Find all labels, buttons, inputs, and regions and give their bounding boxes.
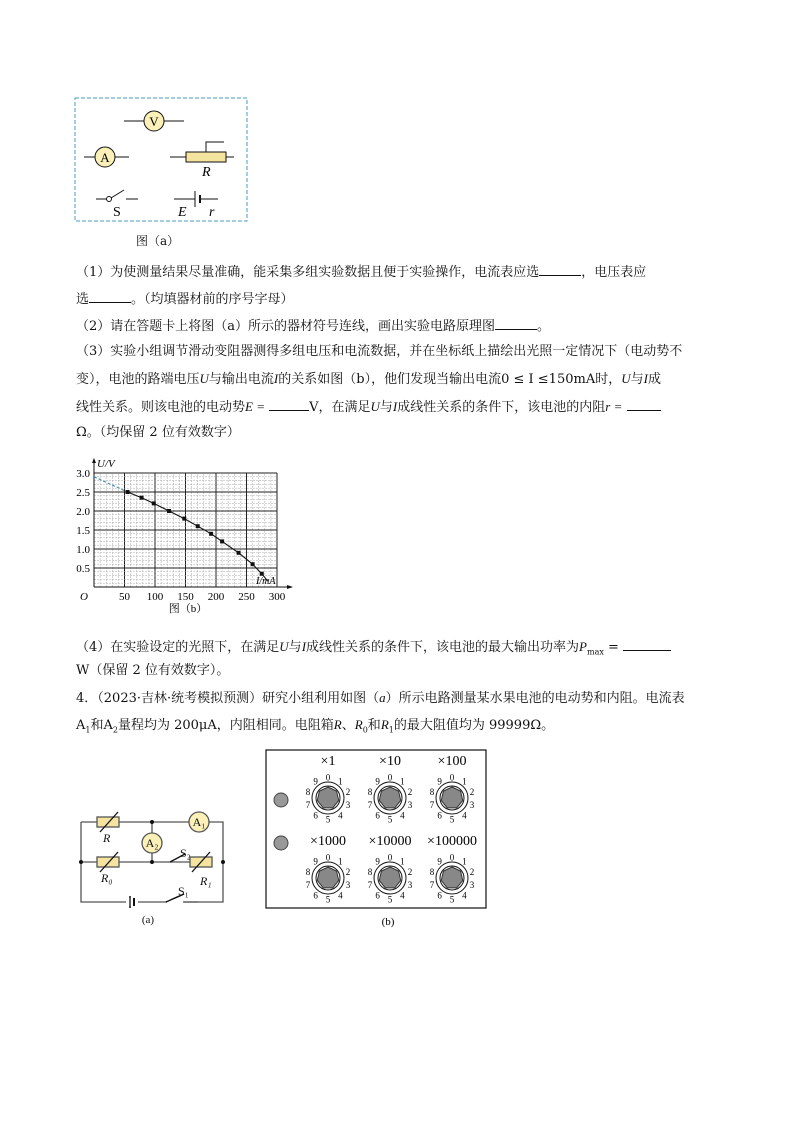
dial-digit: 0 xyxy=(325,772,331,783)
q3-line2: 变），电池的路端电压U与输出电流I的关系如图（b），他们发现当输出电流0 ≤ I ≤150mA时，U与I成 xyxy=(76,371,661,387)
dial-digit: 0 xyxy=(325,852,331,863)
x-axis-label: I/mA xyxy=(256,576,276,587)
dial-digit: 5 xyxy=(449,894,455,905)
dial-digit: 3 xyxy=(469,799,475,810)
svg-text:(a): (a) xyxy=(141,914,155,926)
q1-line2: 选 。（均填器材前的序号字母） xyxy=(76,292,294,307)
svg-text:E: E xyxy=(178,205,187,220)
resistance-box-b xyxy=(264,748,490,930)
answer-blank[interactable] xyxy=(539,263,581,276)
q4-line2: W（保留 2 位有效数字）。 xyxy=(76,663,230,678)
y-axis-arrow xyxy=(92,458,96,463)
dial-digit: 2 xyxy=(345,787,351,798)
switch-symbol xyxy=(96,190,138,220)
dial-digit: 6 xyxy=(375,890,380,901)
q3-line3: 线性关系。则该电池的电动势E = V，在满足U与I成线性关系的条件下，该电池的内阻r = xyxy=(76,398,661,416)
dial-digit: 0 xyxy=(449,772,455,783)
dial-knob xyxy=(379,787,400,808)
figure-b-caption: (b) xyxy=(381,916,395,928)
y-tick-label: 2.0 xyxy=(76,506,90,518)
dial-digit: 9 xyxy=(437,776,442,787)
data-point xyxy=(140,496,144,500)
dial-digit: 4 xyxy=(338,890,343,901)
data-point xyxy=(167,509,171,513)
dial-multiplier-label: ×1 xyxy=(320,754,336,769)
dial-digit: 5 xyxy=(387,894,393,905)
y-axis-label: U/V xyxy=(97,458,115,470)
dial-digit: 9 xyxy=(313,776,318,787)
dial-digit: 3 xyxy=(469,879,475,890)
svg-text:R₀: R₀ xyxy=(101,871,113,885)
dial-digit: 6 xyxy=(375,810,380,821)
data-point xyxy=(260,572,264,576)
dial-digit: 1 xyxy=(462,776,467,787)
dial-digit: 2 xyxy=(345,867,351,878)
rheostat-symbol xyxy=(170,142,234,180)
dial-knob xyxy=(441,867,462,888)
dial-digit: 7 xyxy=(367,799,373,810)
dial-digit: 1 xyxy=(462,856,467,867)
dial-digit: 7 xyxy=(367,879,373,890)
dial-digit: 9 xyxy=(313,856,318,867)
svg-text:S₁: S₁ xyxy=(178,884,189,898)
dial-knob xyxy=(379,867,400,888)
svg-text:V: V xyxy=(149,114,159,129)
dial-digit: 9 xyxy=(375,856,380,867)
figure-a-components xyxy=(74,97,248,223)
x-axis-arrow xyxy=(287,585,293,589)
dial-multiplier-label: ×10 xyxy=(379,754,401,769)
dial-digit: 4 xyxy=(400,810,405,821)
circuit-diagram-a xyxy=(60,800,240,930)
problem4-line2: $A_1$和$A_2$量程均为 200μA，内阻相同。电阻箱R、$R_0$和$R_1$的最大阻值均为 99999Ω。 xyxy=(76,717,555,735)
dial-digit: 4 xyxy=(400,890,405,901)
dial-knob xyxy=(317,787,338,808)
dial-digit: 6 xyxy=(437,810,442,821)
dial-digit: 6 xyxy=(313,810,318,821)
svg-text:S₂: S₂ xyxy=(180,846,191,860)
answer-blank[interactable] xyxy=(623,638,671,651)
voltmeter-symbol xyxy=(124,111,184,131)
dial-digit: 4 xyxy=(462,890,467,901)
problem4-line1: 4．（2023·吉林·统考模拟预测）研究小组利用如图（a）所示电路测量某水果电池的电动势和内阻。电流表 xyxy=(76,690,685,706)
origin-label: O xyxy=(80,591,88,603)
x-tick-label: 100 xyxy=(146,591,164,603)
svg-text:R₁: R₁ xyxy=(200,874,212,888)
dial-digit: 1 xyxy=(400,776,405,787)
dial-digit: 7 xyxy=(305,879,311,890)
answer-blank[interactable] xyxy=(269,398,309,411)
dial-digit: 5 xyxy=(449,814,455,825)
dial-digit: 6 xyxy=(437,890,442,901)
dial-digit: 8 xyxy=(429,867,435,878)
dial-digit: 2 xyxy=(469,867,475,878)
terminal xyxy=(274,836,288,850)
ammeter-symbol xyxy=(84,147,129,167)
x-tick-label: 250 xyxy=(238,591,255,603)
dial-digit: 4 xyxy=(338,810,343,821)
dial-multiplier-label: ×1000 xyxy=(310,834,346,849)
svg-text:A₂: A₂ xyxy=(145,836,159,850)
q4-line1: （4）在实验设定的光照下，在满足U与I成线性关系的条件下，该电池的最大输出功率为$P_{max}$ = xyxy=(76,638,671,661)
battery-symbol xyxy=(174,191,218,220)
u-i-chart xyxy=(60,455,300,620)
dial-digit: 1 xyxy=(338,856,343,867)
dial-digit: 3 xyxy=(407,799,413,810)
dial-digit: 8 xyxy=(367,867,373,878)
dial-digit: 7 xyxy=(429,879,435,890)
figure-a-caption: 图（a） xyxy=(136,234,180,248)
dial-digit: 7 xyxy=(305,799,311,810)
data-point xyxy=(152,501,156,505)
dial-digit: 0 xyxy=(387,852,393,863)
svg-text:R: R xyxy=(103,831,111,845)
dial-digit: 8 xyxy=(429,787,435,798)
dial-digit: 5 xyxy=(387,814,393,825)
q1-line1: （1）为使测量结果尽量准确，能采集多组实验数据且便于实验操作，电流表应选 ，电压表应 xyxy=(76,265,647,280)
chart-caption: 图（b） xyxy=(168,603,208,615)
dial-digit: 3 xyxy=(345,799,351,810)
dial-digit: 2 xyxy=(407,787,413,798)
dial-knob xyxy=(441,787,462,808)
data-point xyxy=(209,532,213,536)
dial-digit: 6 xyxy=(313,890,318,901)
dial-digit: 2 xyxy=(407,867,413,878)
dial-digit: 0 xyxy=(387,772,393,783)
x-tick-label: 50 xyxy=(119,591,130,603)
svg-text:A: A xyxy=(100,150,110,165)
svg-text:A₁: A₁ xyxy=(192,815,206,829)
x-tick-label: 300 xyxy=(268,591,286,603)
dial-multiplier-label: ×100000 xyxy=(427,834,477,849)
y-tick-label: 1.5 xyxy=(76,525,90,537)
x-tick-label: 150 xyxy=(177,591,194,603)
dial-digit: 1 xyxy=(400,856,405,867)
dial-digit: 3 xyxy=(407,879,413,890)
dial-digit: 2 xyxy=(469,787,475,798)
dial-digit: 8 xyxy=(305,787,311,798)
dial-multiplier-label: ×10000 xyxy=(368,834,412,849)
q3-line4: Ω。（均保留 2 位有效数字） xyxy=(76,425,240,440)
dial-digit: 8 xyxy=(367,787,373,798)
data-point xyxy=(220,539,224,543)
data-point xyxy=(237,551,241,555)
svg-text:S: S xyxy=(113,205,121,220)
dial-digit: 4 xyxy=(462,810,467,821)
y-tick-label: 2.5 xyxy=(76,487,90,499)
dial-digit: 9 xyxy=(375,776,380,787)
data-point xyxy=(126,490,130,494)
svg-text:R: R xyxy=(202,165,211,180)
q3-line1: （3）实验小组调节滑动变阻器测得多组电压和电流数据，并在坐标纸上描绘出光照一定情况下（电动势不 xyxy=(76,344,683,359)
dial-digit: 1 xyxy=(338,776,343,787)
answer-blank[interactable] xyxy=(89,290,131,303)
answer-blank[interactable] xyxy=(495,317,537,330)
dial-multiplier-label: ×100 xyxy=(437,754,467,769)
y-tick-label: 1.0 xyxy=(76,544,90,556)
data-point xyxy=(182,517,186,521)
dial-digit: 3 xyxy=(345,879,351,890)
q2-line: （2）请在答题卡上将图（a）所示的器材符号连线，画出实验电路原理图 。 xyxy=(76,319,551,334)
y-tick-label: 0.5 xyxy=(76,563,90,575)
dial-digit: 0 xyxy=(449,852,455,863)
dial-knob xyxy=(317,867,338,888)
svg-text:r: r xyxy=(209,205,215,220)
x-tick-label: 200 xyxy=(207,591,225,603)
data-point xyxy=(196,524,200,528)
dial-digit: 5 xyxy=(325,814,331,825)
y-tick-label: 3.0 xyxy=(76,468,90,480)
dial-digit: 8 xyxy=(305,867,311,878)
dial-digit: 5 xyxy=(325,894,331,905)
terminal xyxy=(274,793,288,807)
answer-blank[interactable] xyxy=(627,398,661,411)
dial-digit: 9 xyxy=(437,856,442,867)
data-point xyxy=(251,562,255,566)
dial-digit: 7 xyxy=(429,799,435,810)
